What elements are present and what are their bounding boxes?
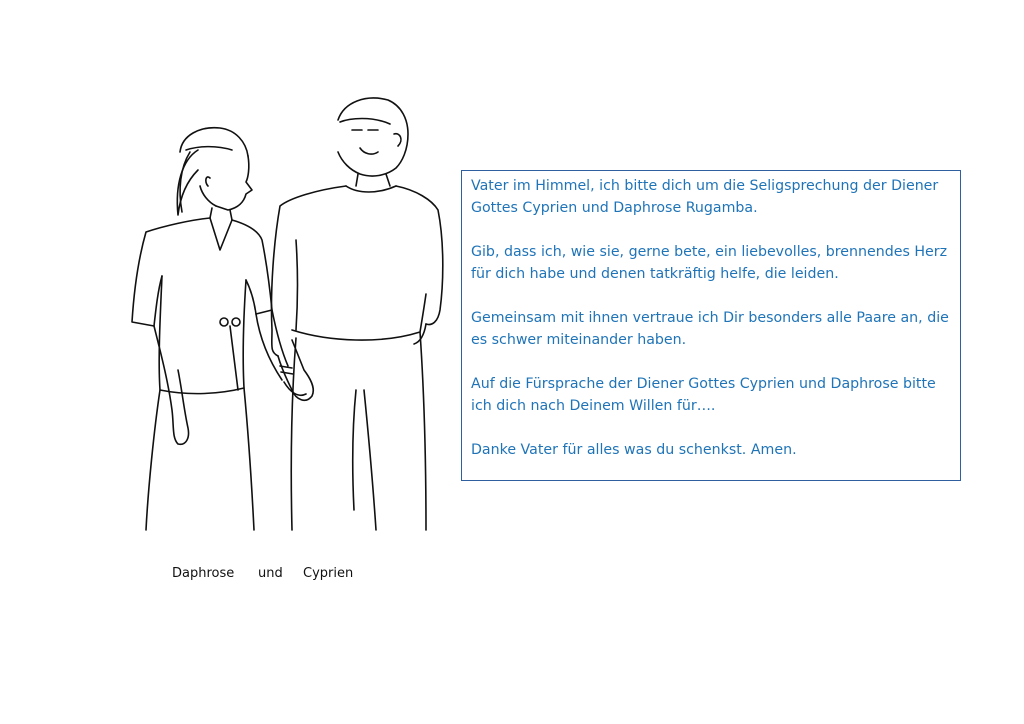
caption-name-cyprien: Cyprien xyxy=(303,566,354,581)
prayer-paragraph: Gemeinsam mit ihnen vertraue ich Dir besonders alle Paare an, die es schwer miteinander haben. xyxy=(471,310,949,348)
prayer-paragraph: Danke Vater für alles was du schenkst. Amen. xyxy=(471,442,797,458)
caption-name-daphrose: Daphrose xyxy=(172,566,235,581)
woman-figure xyxy=(132,128,288,530)
caption-conjunction: und xyxy=(258,566,283,581)
prayer-paragraph: Auf die Fürsprache der Diener Gottes Cyprien und Daphrose bitte ich dich nach Deinem Willen für…. xyxy=(471,376,936,414)
prayer-paragraph: Vater im Himmel, ich bitte dich um die Seligsprechung der Diener Gottes Cyprien und Daphrose Rugamba. xyxy=(471,178,939,216)
couple-line-drawing xyxy=(120,90,450,540)
prayer-text-box xyxy=(461,170,961,481)
man-figure xyxy=(271,98,442,530)
prayer-paragraph: Gib, dass ich, wie sie, gerne bete, ein liebevolles, brennendes Herz für dich habe und denen tatkräftig helfe, die leiden. xyxy=(471,244,948,282)
